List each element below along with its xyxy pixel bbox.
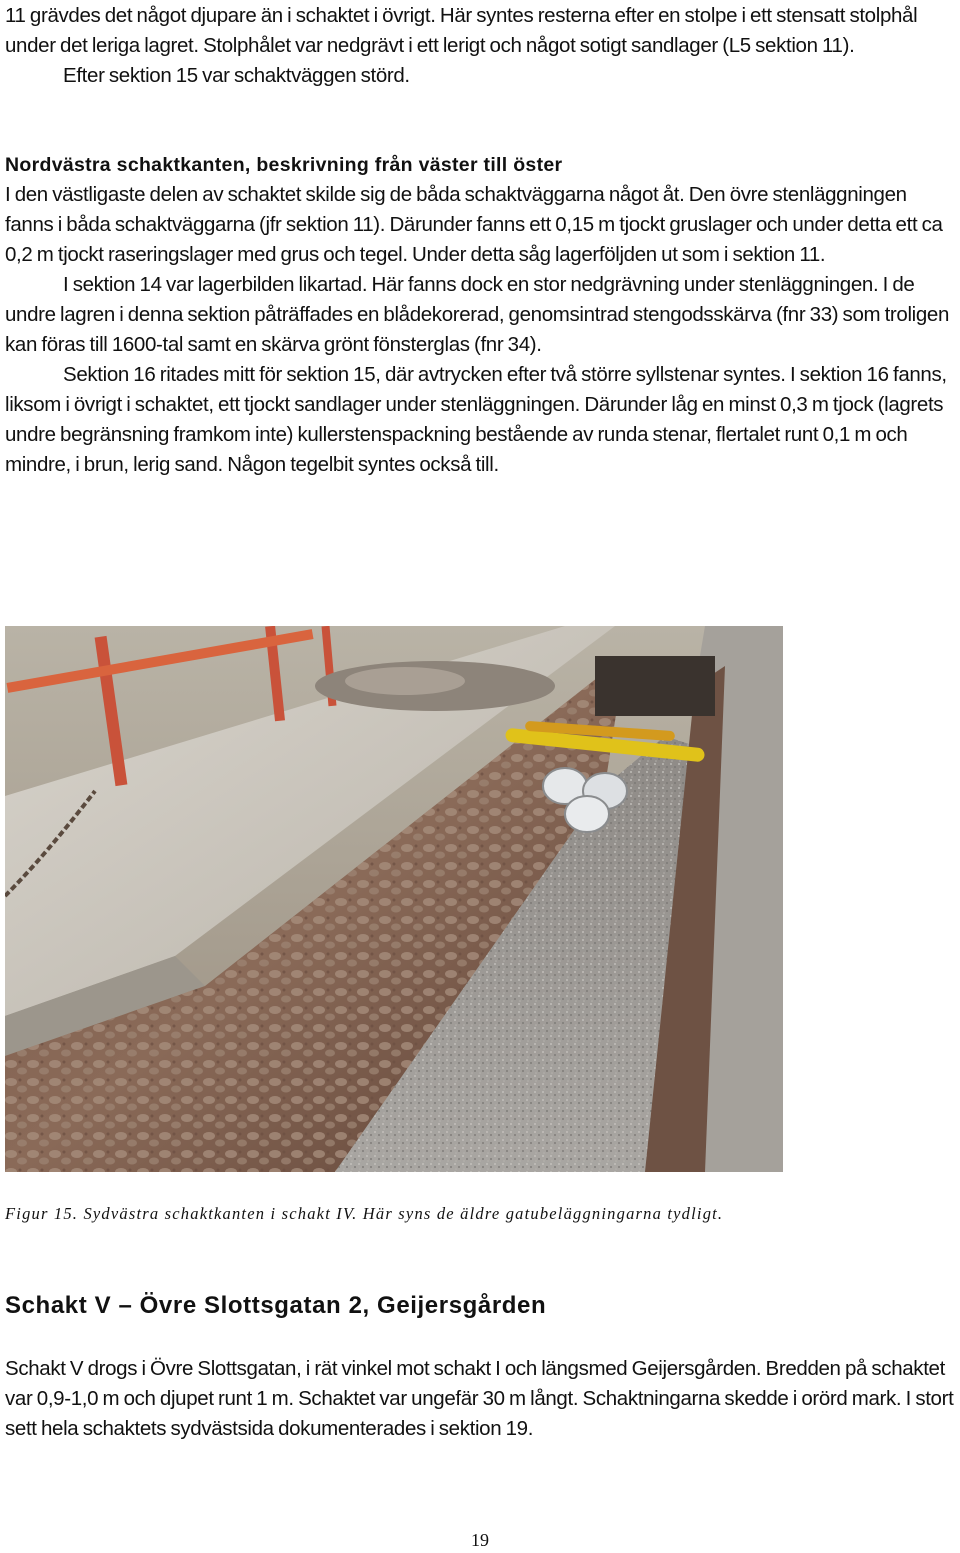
paragraph: Schakt V drogs i Övre Slottsgatan, i rät vinkel mot schakt I och längsmed Geijersgården. Bredden på schaktet var 0,9-1,0 m och djupet runt 1 m. Schaktet var ungefär 30 m långt. Schaktningarna skedde i orörd mark. I stort sett hela schaktets sydvästsida dokumenterades i sektion 19. [5, 1357, 954, 1440]
figure-caption: Figur 15. Sydvästra schaktkanten i schakt IV. Här syns de äldre gatubeläggningarna tydligt. [5, 1204, 724, 1223]
section-heading: Schakt V – Övre Slottsgatan 2, Geijersgården [5, 1292, 547, 1319]
paragraph: 11 grävdes det något djupare än i schaktet i övrigt. Här syntes resterna efter en stolpe i ett stensatt stolphål under det leriga lagret. Stolphålet var nedgrävt i ett lerigt och något sotigt sandlager (L5 sektion 11). [5, 4, 918, 57]
paragraph: Sektion 16 ritades mitt för sektion 15, där avtrycken efter två större syllstenar syntes. I sektion 16 fanns, liksom i övrigt i schaktet, ett tjockt sandlager under stenläggningen. Därunder låg en minst 0,3 m tjock (lagrets undre begränsning framkom inte) kullerstenspackning bestående av runda stenar, flertalet runt 0,1 m och mindre, i brun, lerig sand. Någon tegelbit syntes också till. [5, 363, 947, 476]
paragraph: Efter sektion 15 var schaktväggen störd. [63, 64, 410, 87]
paragraph: I sektion 14 var lagerbilden likartad. Här fanns dock en stor nedgrävning under stenläggningen. I de undre lagren i denna sektion påträffades en blådekorerad, genomsintrad stengodsskärva (fnr 33) som troligen kan föras till 1600-tal samt en skärva grönt fönsterglas (fnr 34). [5, 273, 950, 356]
section-heading: Nordvästra schaktkanten, beskrivning från väster till öster [5, 154, 563, 176]
paragraph: I den västligaste delen av schaktet skilde sig de båda schaktväggarna något åt. Den övre stenläggningen fanns i båda schaktväggarna (jfr sektion 11). Därunder fanns ett 0,15 m tjockt gruslager och under detta ett ca 0,2 m tjockt raseringslager med grus och tegel. Under detta såg lagerföljden ut som i sektion 11. [5, 183, 943, 266]
page-number: 19 [471, 1530, 489, 1550]
excavation-trench-photo [5, 626, 783, 1172]
section-schakt-v [5, 1291, 957, 1444]
section-nordvastra [5, 150, 957, 480]
intro-text [5, 1, 957, 91]
